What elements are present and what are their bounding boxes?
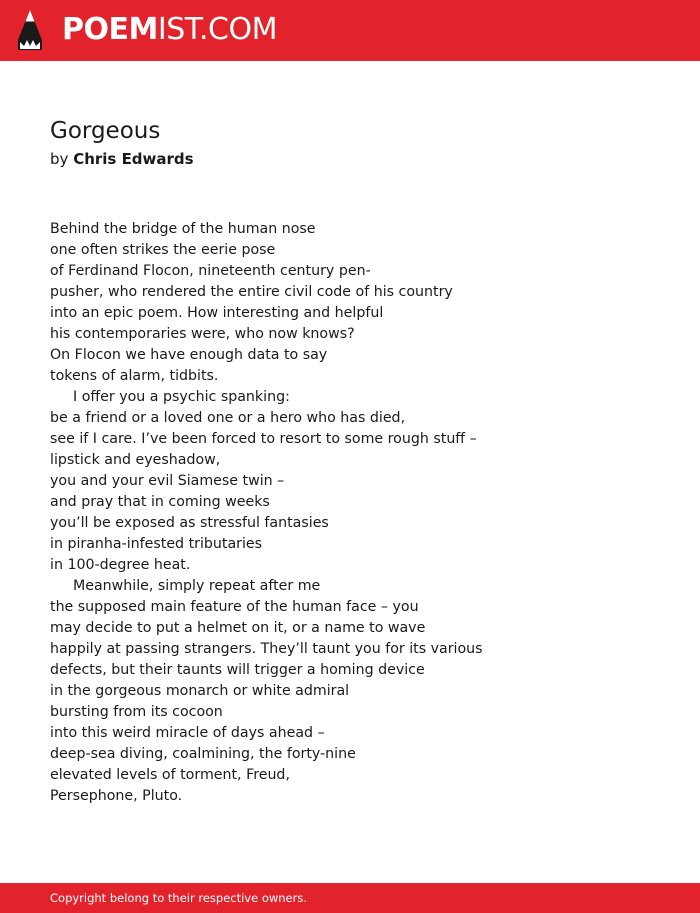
poem-line: pusher, who rendered the entire civil code of his country [50,284,453,300]
poem-line: Meanwhile, simply repeat after me [73,578,321,594]
poem-line: Persephone, Pluto. [50,788,183,804]
poem-line: in piranha-infested tributaries [50,536,263,552]
pencil-tip-icon[interactable] [17,9,43,51]
poem-title: Gorgeous [50,118,161,144]
poem-line: see if I care. I’ve been forced to resort to some rough stuff – [50,431,477,447]
poem-line: happily at passing strangers. They’ll taunt you for its various [50,641,483,657]
site-footer [0,883,700,913]
poem-line: you and your evil Siamese twin – [50,473,285,489]
poem-line: elevated levels of torment, Freud, [50,767,290,783]
site-logo-link[interactable] [62,11,277,49]
brand-bold: POEM [62,12,158,47]
copyright-notice: Copyright belong to their respective owners. [50,891,308,905]
poem-line: of Ferdinand Flocon, nineteenth century pen- [50,263,371,279]
poem-line: his contemporaries were, who now knows? [50,326,355,342]
by-prefix: by [50,150,69,168]
brand-light: IST.COM [157,12,277,47]
poem-line: tokens of alarm, tidbits. [50,368,219,384]
poem-line: in the gorgeous monarch or white admiral [50,683,350,699]
poem-line: you’ll be exposed as stressful fantasies [50,515,329,531]
poem-line: defects, but their taunts will trigger a homing device [50,662,425,678]
poem-line: lipstick and eyeshadow, [50,452,221,468]
poem-line: be a friend or a loved one or a hero who has died, [50,410,406,426]
poem-line: may decide to put a helmet on it, or a name to wave [50,620,426,636]
poem-line: bursting from its cocoon [50,704,223,720]
poem-line: Behind the bridge of the human nose [50,221,316,237]
poem-line: and pray that in coming weeks [50,494,270,510]
byline [50,148,194,170]
poem-line: the supposed main feature of the human face – you [50,599,419,615]
site-header [0,0,700,61]
poem-body [50,219,670,807]
poem-line: I offer you a psychic spanking: [73,389,290,405]
author-name: Chris Edwards [73,150,194,168]
poem-line: into an epic poem. How interesting and helpful [50,305,384,321]
poem-line: deep-sea diving, coalmining, the forty-nine [50,746,356,762]
poem-line: in 100-degree heat. [50,557,191,573]
poem-line: one often strikes the eerie pose [50,242,276,258]
poem-line: into this weird miracle of days ahead – [50,725,325,741]
poem-line: On Flocon we have enough data to say [50,347,328,363]
